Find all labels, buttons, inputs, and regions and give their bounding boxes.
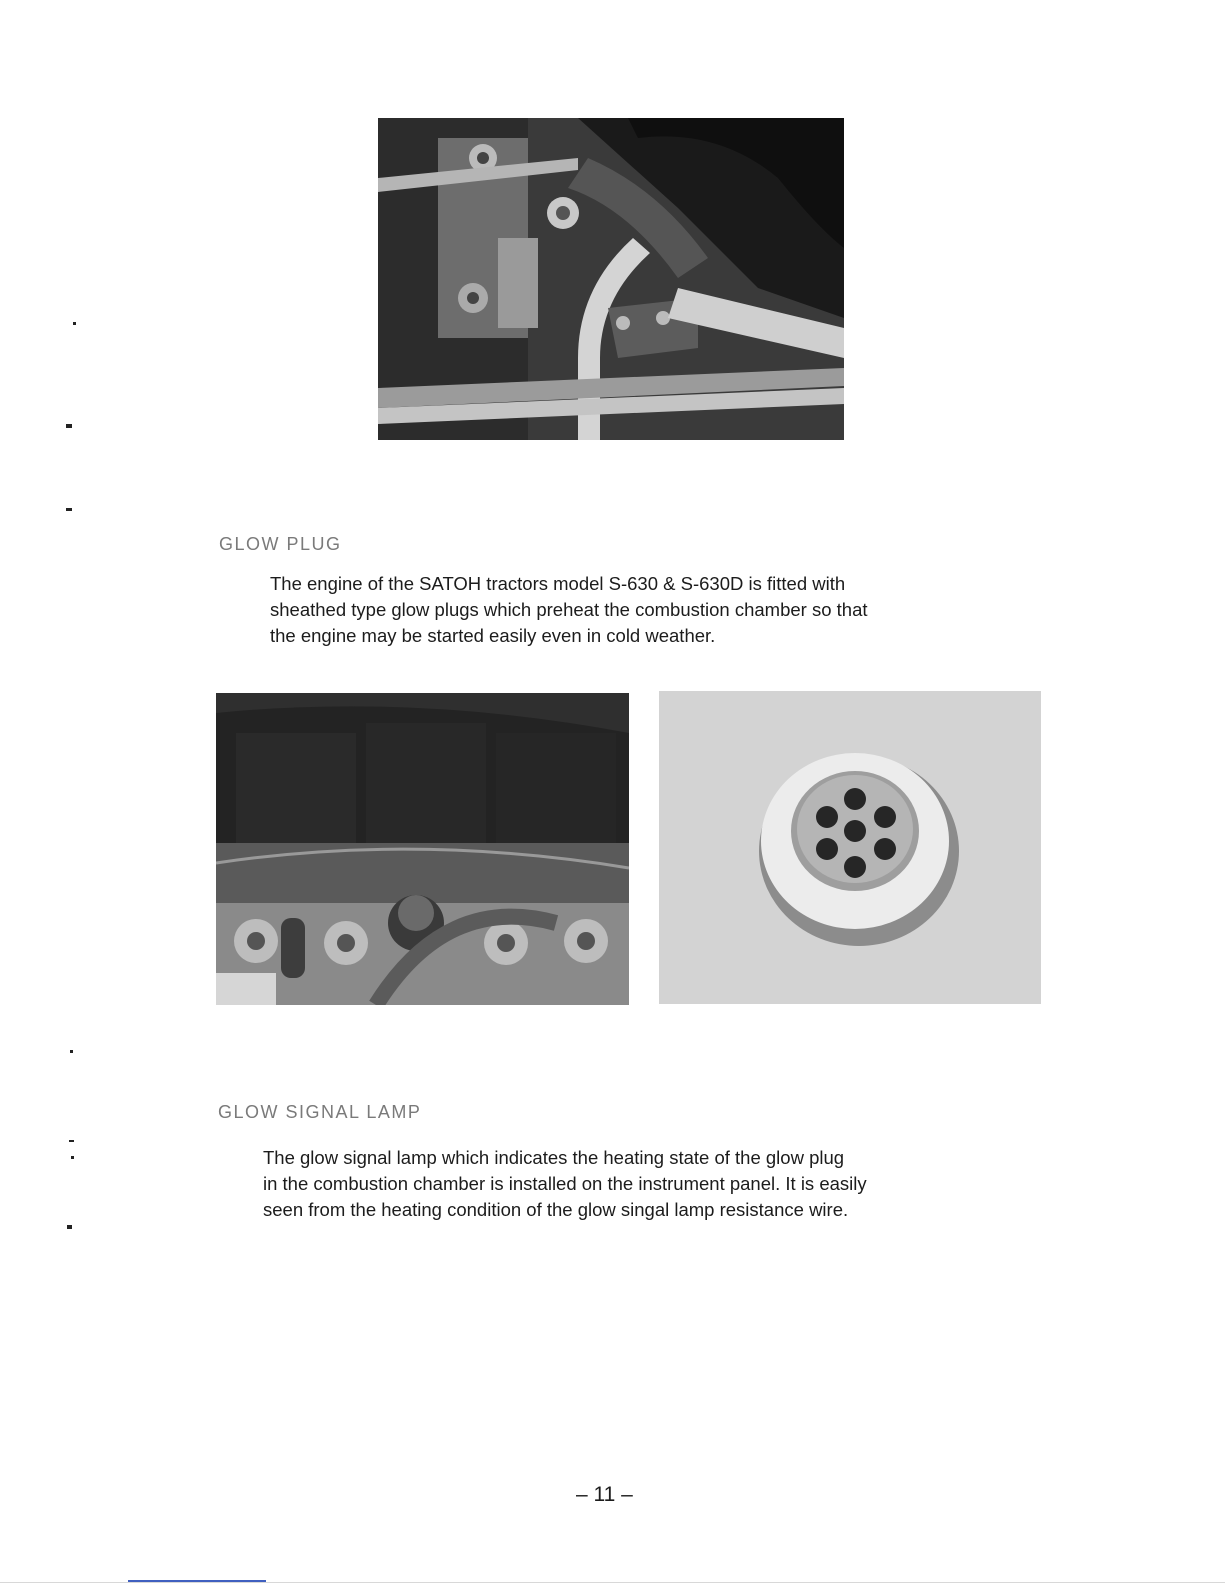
page-number: – 11 – [576,1483,633,1506]
glow-plug-heading: GLOW PLUG [219,534,342,554]
scan-speck [73,322,76,325]
scan-speck [66,424,72,428]
scan-speck [66,508,72,511]
paragraph-line: seen from the heating condition of the glow singal lamp resistance wire. [263,1199,849,1220]
scan-speck [69,1140,74,1142]
cylinder-head-photo [216,693,629,1005]
glow-plug-paragraph [270,571,1040,649]
glow-signal-lamp-paragraph [263,1145,1035,1223]
paragraph-line: The glow signal lamp which indicates the heating state of the glow plug [263,1147,845,1168]
glow-signal-lamp-photo [659,691,1041,1004]
scan-speck [70,1050,73,1053]
paragraph-line: The engine of the SATOH tractors model S-630 & S-630D is fitted with [270,573,846,594]
engine-pipes-photo [378,118,844,440]
scan-speck [67,1225,72,1229]
scan-speck [71,1156,74,1159]
page-bottom-mark [128,1580,266,1582]
paragraph-line: in the combustion chamber is installed on the instrument panel. It is easily [263,1173,867,1194]
paragraph-line: the engine may be started easily even in cold weather. [270,625,716,646]
paragraph-line: sheathed type glow plugs which preheat the combustion chamber so that [270,599,868,620]
glow-signal-lamp-heading: GLOW SIGNAL LAMP [218,1102,422,1122]
page-bottom-rule [0,1582,1225,1583]
